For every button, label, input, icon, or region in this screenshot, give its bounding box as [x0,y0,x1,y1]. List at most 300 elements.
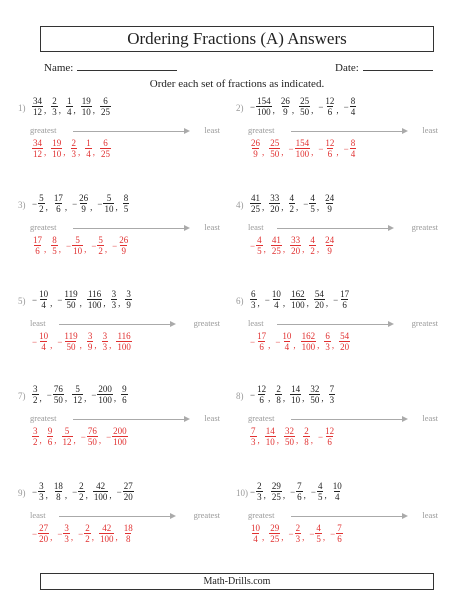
minus-sign: − [32,486,38,497]
comma: , [311,147,314,157]
denominator: 50 [66,300,76,310]
fraction [57,523,73,544]
minus-sign: − [80,431,86,442]
minus-sign: − [250,486,256,497]
problem-1 [18,96,228,176]
fraction [290,384,304,405]
minus-sign: − [91,240,97,251]
arrow-head-icon [170,513,176,519]
fraction-stack [121,384,128,405]
arrow-line [291,516,403,517]
fraction [100,96,111,117]
numerator: 2 [257,481,262,491]
numerator: 2 [295,523,301,533]
numerator: 3 [111,289,117,299]
fraction-stack [324,96,335,117]
numerator: 19 [81,96,91,106]
fraction [275,331,295,352]
direction-end-label: greatest [193,318,220,328]
comma: , [281,202,284,212]
numerator: 12 [257,384,267,394]
direction-start-label: least [248,222,264,232]
fraction [57,331,82,352]
denominator: 4 [41,342,46,352]
direction-end-label: greatest [411,318,438,328]
fraction [250,193,264,214]
comma: , [63,147,66,157]
fraction-stack [111,289,121,310]
fraction [324,235,335,256]
denominator: 50 [53,395,63,405]
fraction [318,138,338,159]
comma: , [58,105,61,115]
fraction-stack [309,235,316,256]
comma: , [281,532,284,542]
problem-number: 5) [18,296,26,306]
fraction-stack [97,384,113,405]
direction-start-label: least [30,510,46,520]
comma: , [94,340,97,350]
numerator: 7 [329,384,335,394]
fraction [85,138,95,159]
fraction-stack [63,331,78,352]
denominator: 3 [71,149,76,159]
denominator: 4 [253,534,258,544]
fraction-stack [38,193,45,214]
direction-arrow [248,413,438,425]
denominator: 3 [52,107,57,117]
comma: , [64,202,68,212]
fraction-stack [72,384,83,405]
denominator: 3 [295,534,301,544]
fraction-stack [256,481,263,502]
denominator: 25 [101,107,110,117]
numerator: 26 [79,193,89,203]
denominator: 5 [310,204,315,214]
denominator: 3 [251,300,256,310]
comma: , [85,490,88,500]
problem-9 [18,481,228,561]
comma: , [44,244,47,254]
fraction [66,96,76,117]
numerator: 10 [332,481,342,491]
question-fractions [32,96,116,117]
fraction [275,384,285,405]
fraction-stack [250,193,261,214]
fraction-stack [112,426,128,447]
name-label: Name: [44,62,74,74]
fraction-stack [38,331,49,352]
comma: , [70,532,74,542]
denominator: 2 [98,246,103,256]
comma: , [303,490,306,500]
fraction-stack [256,235,263,256]
fraction-stack [66,96,73,117]
denominator: 100 [99,534,114,544]
fraction [72,384,86,405]
comma: , [302,393,305,403]
answer-fractions [250,138,361,159]
denominator: 3 [251,437,256,447]
fraction [72,193,92,214]
denominator: 9 [327,246,332,256]
problem-number: 10) [236,488,248,498]
numerator: 10 [39,289,49,299]
denominator: 4 [86,149,91,159]
minus-sign: − [32,198,38,209]
denominator: 2 [289,204,294,214]
comma: , [296,202,299,212]
numerator: 32 [285,426,294,436]
problem-10 [236,481,446,561]
fraction-stack [72,235,83,256]
fraction-stack [295,523,305,544]
answer-fractions [32,523,139,544]
numerator: 10 [271,289,281,299]
denominator: 5 [316,534,321,544]
denominator: 20 [291,246,301,256]
denominator: 50 [310,395,320,405]
fraction [111,289,121,310]
fraction [97,193,117,214]
fraction [123,523,134,544]
minus-sign: − [343,101,349,112]
denominator: 6 [327,107,333,117]
numerator: 14 [265,426,275,436]
fraction [53,481,67,502]
numerator: 9 [122,384,127,394]
numerator: 8 [52,235,57,245]
numerator: 154 [295,138,310,148]
numerator: 33 [291,235,301,245]
minus-sign: − [309,528,315,539]
date-line[interactable] [363,61,433,71]
minus-sign: − [250,240,256,251]
fraction [32,523,52,544]
direction-end-label: least [422,510,438,520]
numerator: 27 [123,481,133,491]
numerator: 25 [270,138,280,148]
direction-start-label: greatest [30,125,57,135]
denominator: 6 [259,342,264,352]
denominator: 2 [310,246,315,256]
fraction [32,235,46,256]
comma: , [321,393,324,403]
denominator: 6 [297,492,302,502]
fraction-stack [281,331,292,352]
fraction-stack [38,523,49,544]
minus-sign: − [343,143,349,154]
denominator: 100 [301,342,316,352]
fraction [311,481,327,502]
fraction-stack [324,331,331,352]
fraction-stack [118,235,129,256]
denominator: 20 [340,342,350,352]
question-fractions [32,481,139,502]
denominator: 2 [85,534,90,544]
minus-sign: − [78,528,84,539]
comma: , [276,435,279,445]
fraction [81,96,95,117]
direction-end-label: greatest [193,510,220,520]
direction-start-label: least [248,318,264,328]
numerator: 42 [96,481,106,491]
fraction-stack [87,331,97,352]
comma: , [91,532,94,542]
comma: , [257,298,260,308]
fraction [250,384,270,405]
comma: , [115,532,118,542]
numerator: 76 [53,384,63,394]
direction-arrow [30,222,220,234]
comma: , [44,105,47,115]
fraction-stack [269,138,280,159]
denominator: 6 [35,246,40,256]
denominator: 9 [283,107,288,117]
denominator: 4 [67,107,72,117]
fraction-stack [280,96,291,117]
numerator: 17 [257,331,267,341]
denominator: 9 [121,246,126,256]
answer-fractions [250,426,340,447]
denominator: 100 [117,342,131,352]
fraction-stack [100,96,111,117]
fraction [303,426,313,447]
denominator: 100 [291,300,305,310]
comma: , [262,147,265,157]
denominator: 9 [253,149,258,159]
numerator: 3 [33,426,38,436]
denominator: 9 [126,300,131,310]
denominator: 3 [102,342,108,352]
numerator: 54 [340,331,350,341]
numerator: 4 [317,481,323,491]
denominator: 5 [317,492,323,502]
answer-fractions [32,331,137,352]
fraction [329,384,336,405]
numerator: 5 [98,235,103,245]
comma: , [282,393,286,403]
numerator: 200 [98,384,112,394]
fraction [87,289,106,310]
numerator: 200 [113,426,127,436]
denominator: 20 [314,300,324,310]
fraction [289,193,299,214]
fraction [53,193,67,214]
comma: , [50,340,53,350]
fraction-stack [256,331,267,352]
problem-number: 1) [18,103,26,113]
fraction-stack [87,426,98,447]
minus-sign: − [91,389,97,400]
direction-arrow [248,125,438,137]
fraction [289,523,305,544]
fraction [250,481,266,502]
fraction [99,523,118,544]
question-fractions [250,384,340,405]
fraction-stack [32,426,39,447]
name-line[interactable] [77,61,177,71]
denominator: 6 [327,149,333,159]
numerator: 7 [337,523,342,533]
fraction-stack [324,235,335,256]
minus-sign: − [32,528,38,539]
fraction-stack [125,289,132,310]
comma: , [262,532,265,542]
numerator: 116 [117,331,131,341]
fraction [117,481,134,502]
minus-sign: − [333,294,339,305]
answer-fractions [32,426,133,447]
answer-fractions [250,235,340,256]
comma: , [302,532,305,542]
problem-5 [18,289,228,369]
answer-fractions [32,235,134,256]
denominator: 25 [271,246,281,256]
denominator: 6 [342,300,347,310]
comma: , [45,490,48,500]
denominator: 6 [122,395,127,405]
fraction-stack [93,481,112,502]
fraction [250,96,275,117]
question-fractions [250,96,361,117]
denominator: 10 [104,204,114,214]
minus-sign: − [72,486,78,497]
fraction [324,331,334,352]
denominator: 50 [270,149,280,159]
comma: , [268,340,271,350]
fraction [78,523,94,544]
problem-number: 9) [18,488,26,498]
denominator: 20 [270,204,280,214]
denominator: 6 [337,534,342,544]
fraction [324,193,335,214]
comma: , [84,244,87,254]
comma: , [316,244,320,254]
fraction-stack [324,193,335,214]
comma: , [64,393,68,403]
denominator: 12 [33,149,42,159]
fraction-stack [275,384,282,405]
fraction [250,138,264,159]
numerator: 8 [350,138,356,148]
minus-sign: − [32,336,38,347]
fraction-stack [51,235,58,256]
comma: , [44,147,47,157]
comma: , [282,298,286,308]
arrow-line [291,131,403,132]
numerator: 5 [75,384,80,394]
fraction-stack [269,193,280,214]
direction-arrow [30,125,220,137]
arrow-head-icon [170,321,176,327]
fraction-stack [309,384,320,405]
fraction-stack [32,96,43,117]
fraction-stack [47,426,57,447]
fraction [81,426,101,447]
denominator: 10 [81,107,91,117]
problem-2 [236,96,446,176]
numerator: 18 [123,523,133,533]
denominator: 2 [33,437,38,447]
fraction [93,481,112,502]
numerator: 10 [282,331,292,341]
comma: , [272,105,275,115]
comma: , [79,340,82,350]
comma: , [45,202,48,212]
numerator: 2 [304,426,309,436]
fraction [265,426,279,447]
comma: , [109,340,112,350]
fraction-stack [38,289,49,310]
question-fractions [250,289,355,310]
direction-start-label: greatest [30,222,57,232]
comma: , [306,298,309,308]
direction-arrow [248,222,438,234]
denominator: 100 [257,107,271,117]
minus-sign: − [250,389,256,400]
numerator: 26 [251,138,260,148]
denominator: 4 [350,107,356,117]
problem-number: 2) [236,103,244,113]
numerator: 4 [316,523,321,533]
comma: , [322,532,326,542]
fraction [332,481,343,502]
fraction [102,331,112,352]
minus-sign: − [116,486,122,497]
minus-sign: − [310,486,316,497]
numerator: 3 [102,331,108,341]
fraction-stack [78,193,89,214]
numerator: 34 [33,138,42,148]
arrow-line [291,419,403,420]
minus-sign: − [106,431,112,442]
fraction-stack [314,289,325,310]
fraction-stack [53,193,64,214]
comma: , [98,435,102,445]
minus-sign: − [264,294,270,305]
denominator: 4 [350,149,356,159]
numerator: 42 [102,523,112,533]
numerator: 162 [301,331,316,341]
numerator: 8 [350,96,356,106]
minus-sign: − [46,389,52,400]
denominator: 6 [259,395,264,405]
minus-sign: − [57,336,63,347]
comma: , [50,532,53,542]
denominator: 100 [87,300,102,310]
arrow-line [73,131,185,132]
denominator: 100 [295,149,310,159]
numerator: 119 [64,289,78,299]
denominator: 5 [257,246,262,256]
fraction-stack [339,289,350,310]
numerator: 41 [251,193,260,203]
comma: , [103,298,106,308]
problem-number: 7) [18,391,26,401]
fraction-stack [271,481,282,502]
denominator: 3 [329,395,335,405]
comma: , [39,393,42,403]
numerator: 26 [280,96,290,106]
denominator: 2 [33,395,38,405]
numerator: 5 [75,235,80,245]
fraction [250,289,260,310]
fraction-stack [87,289,106,310]
direction-end-label: least [204,125,220,135]
fraction-stack [269,523,280,544]
fraction [106,426,128,447]
